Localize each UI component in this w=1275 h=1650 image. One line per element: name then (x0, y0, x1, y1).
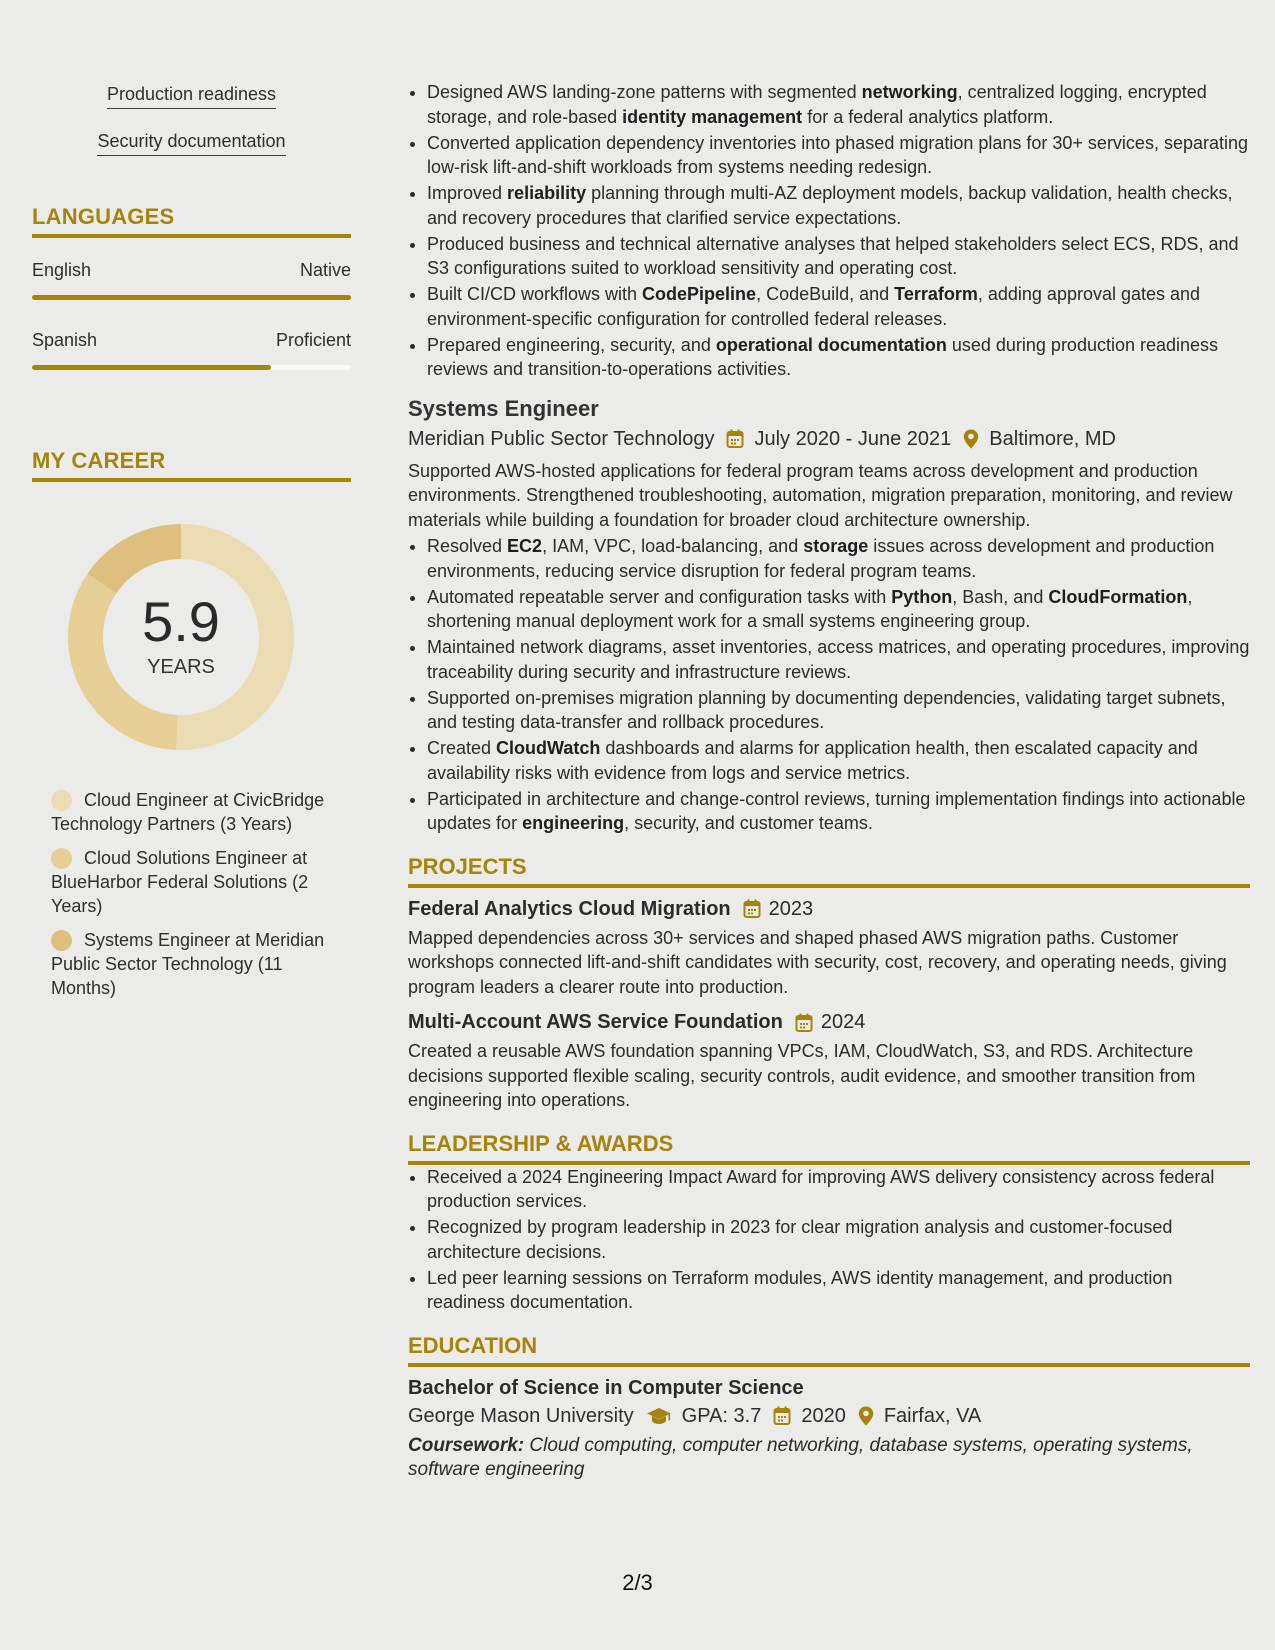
graduation-cap-icon (646, 1407, 672, 1425)
calendar-icon (773, 1406, 791, 1426)
map-pin-icon (858, 1406, 874, 1426)
skill-tags (32, 84, 351, 178)
map-pin-icon (963, 429, 979, 449)
awards-heading: LEADERSHIP & AWARDS (408, 1131, 1250, 1165)
bullet-item: • Supported on-premises migration planning by documenting dependencies, validating target subnets, and testing data-transfer and rollback procedures. (427, 686, 1250, 735)
career-heading: MY CAREER (32, 448, 351, 482)
language-row (32, 330, 351, 370)
legend-dot (51, 848, 72, 869)
award-item: • Received a 2024 Engineering Impact Award for improving AWS delivery consistency across federal production services. (427, 1165, 1250, 1214)
coursework-label: Coursework: (408, 1434, 525, 1456)
calendar-icon (795, 1013, 813, 1033)
languages-heading: LANGUAGES (32, 204, 351, 238)
language-bar-fill (32, 295, 351, 300)
bullet-item: • Resolved EC2, IAM, VPC, load-balancing, and storage issues across development and production environments, reducing service disruption for federal program teams. (427, 534, 1250, 583)
career-legend-label: Systems Engineer at Meridian Public Sector Technology (11 Months) (51, 930, 325, 998)
education-year: 2020 (801, 1404, 846, 1427)
education-heading: EDUCATION (408, 1333, 1250, 1367)
page-number: 2/3 (622, 1570, 653, 1595)
legend-dot (51, 930, 72, 951)
skill-tag: Security documentation (97, 131, 285, 156)
sidebar (32, 84, 351, 1010)
project-name: Federal Analytics Cloud Migration (408, 897, 731, 920)
bullet-item: • Converted application dependency inventories into phased migration plans for 30+ services, separating low-risk lift-and-shift workloads from systems needing redesign. (427, 131, 1250, 180)
career-legend-item (51, 928, 341, 1000)
bullet-item: • Prepared engineering, security, and operational documentation used during production readiness reviews and transition-to-operations activities. (427, 333, 1250, 382)
career-legend-item (51, 846, 341, 918)
project-description: Created a reusable AWS foundation spanning VPCs, IAM, CloudWatch, S3, and RDS. Architecture decisions supported flexible scaling, security controls, audit evidence, and smoother transition from engineering into operations. (408, 1041, 1196, 1110)
projects-heading: PROJECTS (408, 854, 1250, 888)
language-bar (32, 365, 351, 370)
language-name: Spanish (32, 330, 98, 350)
bullet-item: • Automated repeatable server and configuration tasks with Python, Bash, and CloudFormation, shortening manual deployment work for a small systems engineering group. (427, 585, 1250, 634)
education-location: Fairfax, VA (883, 1404, 982, 1427)
experience-bullets (408, 80, 1250, 382)
job-location: Baltimore, MD (989, 427, 1116, 450)
bullet-item: • Maintained network diagrams, asset inventories, access matrices, and operating procedures, improving traceability during security and infrastructure reviews. (427, 635, 1250, 684)
coursework-text: Cloud computing, computer networking, database systems, operating systems, software engineering (408, 1434, 1193, 1480)
career-legend-item (51, 788, 341, 836)
language-name: English (32, 260, 92, 280)
education-gpa: GPA: 3.7 (681, 1404, 762, 1427)
project-title (408, 898, 1250, 921)
job-meta (408, 428, 1250, 451)
job-title: Systems Engineer (408, 395, 599, 421)
career-legend-label: Cloud Solutions Engineer at BlueHarbor Federal Solutions (2 Years) (51, 848, 309, 916)
award-item: • Recognized by program leadership in 2023 for clear migration analysis and customer-focused architecture decisions. (427, 1215, 1250, 1264)
calendar-icon (743, 899, 761, 919)
career-legend (51, 788, 341, 1000)
project-year: 2023 (768, 897, 814, 920)
language-level: Native (299, 260, 351, 280)
education-coursework (408, 1434, 1250, 1483)
career-legend-label: Cloud Engineer at CivicBridge Technology Partners (3 Years) (51, 790, 325, 834)
project-year: 2024 (820, 1011, 866, 1033)
education-school: George Mason University (408, 1404, 634, 1427)
calendar-icon (726, 429, 744, 449)
bullet-item: • Produced business and technical alternative analyses that helped stakeholders select ECS, RDS, and S3 configurations suited to workload sensitivity and operating cost. (427, 232, 1250, 281)
award-item: • Led peer learning sessions on Terraform modules, AWS identity management, and production readiness documentation. (427, 1266, 1250, 1315)
project-description: Mapped dependencies across 30+ services and shaped phased AWS migration paths. Customer workshops connected lift-and-shift candidates with security, cost, recovery, and operating needs, giving program leaders a clearer route into production. (408, 927, 1227, 997)
job-dates: July 2020 - June 2021 (754, 427, 952, 450)
project-name: Multi-Account AWS Service Foundation (408, 1011, 783, 1033)
bullet-item: • Created CloudWatch dashboards and alarms for application health, then escalated capacity and availability risks with evidence from logs and service metrics. (427, 736, 1250, 785)
legend-dot (51, 790, 72, 811)
bullet-item: • Built CI/CD workflows with CodePipeline, CodeBuild, and Terraform, adding approval gates and environment-specific configuration for controlled federal releases. (427, 282, 1250, 331)
awards-list (408, 1165, 1250, 1315)
project-title (408, 1011, 1250, 1034)
bullet-item: • Improved reliability planning through multi-AZ deployment models, backup validation, health checks, and recovery procedures that clarified service expectations. (427, 181, 1250, 230)
education-meta (408, 1405, 1250, 1428)
language-row (32, 260, 351, 300)
language-level: Proficient (275, 330, 351, 350)
career-donut-chart (66, 522, 296, 752)
bullet-item: • Designed AWS landing-zone patterns with segmented networking, centralized logging, encrypted storage, and role-based identity management for a federal analytics platform. (427, 80, 1250, 129)
career-total-unit: YEARS (147, 656, 215, 678)
job-company: Meridian Public Sector Technology (408, 427, 715, 450)
job-summary: Supported AWS-hosted applications for federal program teams across development and production environments. Strengthened troubleshooting, automation, migration preparation, monitoring, and review materials while building a foundation for broader cloud architecture ownership. (408, 460, 1233, 530)
main-content (408, 80, 1250, 1483)
language-bar (32, 295, 351, 300)
language-bar-fill (32, 365, 271, 370)
job-bullets (408, 534, 1250, 836)
skill-tag: Production readiness (107, 84, 276, 109)
career-total-value: 5.9 (142, 590, 220, 653)
education-degree: Bachelor of Science in Computer Science (408, 1376, 804, 1399)
bullet-item: • Participated in architecture and change-control reviews, turning implementation findings into actionable updates for engineering, security, and customer teams. (427, 787, 1250, 836)
